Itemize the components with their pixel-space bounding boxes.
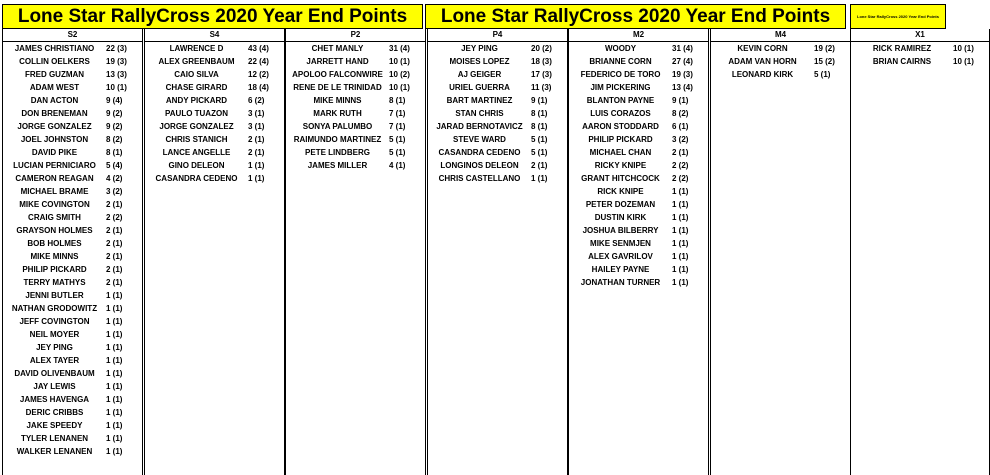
- driver-name: HAILEY PAYNE: [591, 265, 650, 274]
- driver-name: DON BRENEMAN: [21, 109, 88, 118]
- standings-row: [286, 55, 425, 68]
- driver-points: 5 (1): [389, 135, 406, 144]
- driver-points: 5 (1): [531, 148, 548, 157]
- driver-points: 1 (1): [106, 343, 123, 352]
- driver-name: LONGINOS DELEON: [440, 161, 519, 170]
- standings-row: [3, 354, 142, 367]
- driver-name: BOB HOLMES: [27, 239, 82, 248]
- driver-points: 8 (1): [389, 96, 406, 105]
- driver-name: RENE DE LE TRINIDAD: [293, 83, 382, 92]
- class-column-m2: [568, 29, 709, 475]
- driver-name: CRAIG SMITH: [28, 213, 81, 222]
- driver-name: LANCE ANGELLE: [162, 148, 231, 157]
- driver-points: 1 (1): [106, 421, 123, 430]
- standings-row: [145, 94, 284, 107]
- driver-name: AARON STODDARD: [582, 122, 659, 131]
- driver-name: LAWRENCE D: [169, 44, 224, 53]
- class-column-x1: [850, 29, 990, 475]
- standings-row: [569, 68, 708, 81]
- driver-points: 2 (1): [106, 226, 123, 235]
- driver-name: JAMES CHRISTIANO: [14, 44, 95, 53]
- driver-points: 2 (2): [672, 161, 689, 170]
- driver-name: ALEX TAYER: [29, 356, 80, 365]
- driver-points: 2 (1): [106, 252, 123, 261]
- driver-points: 6 (1): [672, 122, 689, 131]
- driver-points: 27 (4): [672, 57, 693, 66]
- driver-name: JEFF COVINGTON: [19, 317, 90, 326]
- standings-row: [3, 42, 142, 55]
- driver-points: 31 (4): [672, 44, 693, 53]
- driver-name: JIM PICKERING: [590, 83, 651, 92]
- driver-points: 8 (2): [106, 135, 123, 144]
- driver-name: STAN CHRIS: [455, 109, 504, 118]
- class-header: S2: [3, 29, 142, 42]
- driver-name: JAKE SPEEDY: [26, 421, 83, 430]
- driver-points: 7 (1): [389, 109, 406, 118]
- standings-row: [3, 81, 142, 94]
- driver-name: URIEL GUERRA: [449, 83, 510, 92]
- driver-name: GINO DELEON: [168, 161, 225, 170]
- standings-row: [145, 81, 284, 94]
- driver-name: COLLIN OELKERS: [19, 57, 90, 66]
- driver-points: 1 (1): [106, 434, 123, 443]
- class-column-p2: [285, 29, 426, 475]
- driver-points: 1 (1): [672, 226, 689, 235]
- driver-points: 3 (1): [248, 122, 265, 131]
- driver-name: LEONARD KIRK: [731, 70, 794, 79]
- standings-row: [3, 302, 142, 315]
- standings-row: [286, 120, 425, 133]
- driver-name: PETER DOZEMAN: [585, 200, 656, 209]
- driver-points: 2 (1): [248, 148, 265, 157]
- class-header: X1: [851, 29, 989, 42]
- driver-name: FRED GUZMAN: [24, 70, 85, 79]
- standings-row: [428, 107, 567, 120]
- standings-row: [3, 393, 142, 406]
- driver-points: 17 (3): [531, 70, 552, 79]
- driver-points: 1 (1): [672, 187, 689, 196]
- driver-points: 8 (1): [106, 148, 123, 157]
- driver-points: 1 (1): [248, 161, 265, 170]
- standings-row: [145, 107, 284, 120]
- standings-row: [3, 432, 142, 445]
- standings-row: [286, 159, 425, 172]
- standings-row: [428, 133, 567, 146]
- driver-name: JAMES HAVENGA: [19, 395, 90, 404]
- driver-points: 19 (3): [106, 57, 127, 66]
- driver-points: 20 (2): [531, 44, 552, 53]
- standings-row: [3, 224, 142, 237]
- driver-name: JARRETT HAND: [306, 57, 369, 66]
- driver-name: ANDY PICKARD: [165, 96, 228, 105]
- standings-row: [569, 237, 708, 250]
- driver-name: MIKE MINNS: [313, 96, 362, 105]
- driver-points: 1 (1): [106, 382, 123, 391]
- standings-row: [145, 146, 284, 159]
- standings-row: [3, 367, 142, 380]
- driver-name: DAVID PIKE: [31, 148, 78, 157]
- standings-row: [569, 185, 708, 198]
- driver-name: APOLOO FALCONWIRE: [292, 70, 383, 79]
- driver-points: 3 (2): [106, 187, 123, 196]
- driver-name: TYLER LENANEN: [20, 434, 89, 443]
- driver-name: WALKER LENANEN: [16, 447, 93, 456]
- standings-row: [3, 341, 142, 354]
- driver-name: ADAM WEST: [29, 83, 80, 92]
- driver-points: 1 (1): [672, 200, 689, 209]
- standings-row: [569, 120, 708, 133]
- driver-name: RICKY KNIPE: [594, 161, 647, 170]
- standings-row: [286, 68, 425, 81]
- standings-row: [3, 237, 142, 250]
- driver-name: RAIMUNDO MARTINEZ: [293, 135, 382, 144]
- standings-row: [3, 55, 142, 68]
- driver-points: 2 (1): [248, 135, 265, 144]
- driver-points: 13 (4): [672, 83, 693, 92]
- driver-name: CASANDRA CEDENO: [155, 174, 238, 183]
- driver-name: ALEX GAVRILOV: [588, 252, 653, 261]
- driver-points: 9 (2): [106, 122, 123, 131]
- standings-row: [286, 94, 425, 107]
- standings-row: [286, 81, 425, 94]
- standings-row: [145, 68, 284, 81]
- driver-name: JAMES MILLER: [307, 161, 368, 170]
- standings-row: [3, 146, 142, 159]
- title-banner-left: Lone Star RallyCross 2020 Year End Points: [2, 4, 423, 29]
- standings-row: [569, 224, 708, 237]
- standings-row: [286, 146, 425, 159]
- driver-points: 5 (1): [389, 148, 406, 157]
- standings-row: [851, 55, 989, 68]
- driver-name: MIKE COVINGTON: [19, 200, 90, 209]
- driver-points: 12 (2): [248, 70, 269, 79]
- driver-points: 1 (1): [672, 265, 689, 274]
- driver-points: 2 (1): [106, 200, 123, 209]
- driver-points: 3 (2): [672, 135, 689, 144]
- driver-name: NEIL MOYER: [29, 330, 80, 339]
- standings-row: [569, 276, 708, 289]
- driver-name: JENNI BUTLER: [25, 291, 84, 300]
- standings-row: [3, 159, 142, 172]
- driver-points: 19 (3): [672, 70, 693, 79]
- driver-name: JOEL JOHNSTON: [20, 135, 89, 144]
- driver-points: 10 (1): [953, 57, 974, 66]
- title-banner-small: Lone Star RallyCross 2020 Year End Points: [850, 4, 946, 29]
- standings-row: [3, 211, 142, 224]
- driver-points: 10 (1): [389, 57, 410, 66]
- standings-row: [286, 133, 425, 146]
- driver-name: CASANDRA CEDENO: [438, 148, 521, 157]
- driver-points: 18 (4): [248, 83, 269, 92]
- driver-points: 1 (1): [106, 330, 123, 339]
- driver-name: LUCIAN PERNICIARO: [13, 161, 96, 170]
- driver-name: LUIS CORAZOS: [590, 109, 651, 118]
- standings-row: [711, 55, 850, 68]
- standings-row: [428, 68, 567, 81]
- standings-row: [569, 42, 708, 55]
- driver-name: PHILIP PICKARD: [22, 265, 87, 274]
- driver-points: 7 (1): [389, 122, 406, 131]
- driver-name: DAN ACTON: [30, 96, 79, 105]
- standings-row: [428, 94, 567, 107]
- driver-points: 2 (1): [672, 148, 689, 157]
- standings-row: [569, 263, 708, 276]
- standings-row: [286, 42, 425, 55]
- standings-row: [145, 172, 284, 185]
- standings-row: [3, 68, 142, 81]
- standings-row: [145, 55, 284, 68]
- standings-row: [569, 94, 708, 107]
- standings-row: [569, 172, 708, 185]
- driver-name: CHRIS CASTELLANO: [438, 174, 521, 183]
- standings-row: [569, 107, 708, 120]
- driver-points: 3 (1): [248, 109, 265, 118]
- driver-points: 43 (4): [248, 44, 269, 53]
- driver-points: 6 (2): [248, 96, 265, 105]
- driver-name: GRAYSON HOLMES: [16, 226, 93, 235]
- driver-name: MOISES LOPEZ: [449, 57, 510, 66]
- driver-points: 5 (4): [106, 161, 123, 170]
- driver-points: 22 (4): [248, 57, 269, 66]
- standings-row: [3, 406, 142, 419]
- standings-row: [3, 107, 142, 120]
- driver-points: 19 (2): [814, 44, 835, 53]
- driver-name: JORGE GONZALEZ: [159, 122, 234, 131]
- driver-name: TERRY MATHYS: [23, 278, 86, 287]
- standings-row: [3, 185, 142, 198]
- standings-row: [145, 120, 284, 133]
- driver-name: MIKE SENMJEN: [590, 239, 651, 248]
- standings-row: [3, 289, 142, 302]
- driver-name: PHILIP PICKARD: [588, 135, 653, 144]
- driver-points: 4 (1): [389, 161, 406, 170]
- driver-points: 2 (2): [672, 174, 689, 183]
- driver-points: 8 (1): [531, 109, 548, 118]
- driver-name: SONYA PALUMBO: [302, 122, 373, 131]
- driver-name: CHET MANLY: [311, 44, 364, 53]
- driver-name: CAMERON REAGAN: [15, 174, 94, 183]
- driver-name: BRIAN CAIRNS: [872, 57, 932, 66]
- driver-points: 9 (1): [531, 96, 548, 105]
- standings-row: [145, 42, 284, 55]
- driver-points: 11 (3): [531, 83, 552, 92]
- driver-name: JEY PING: [36, 343, 73, 352]
- standings-row: [569, 250, 708, 263]
- driver-name: ALEX GREENBAUM: [158, 57, 235, 66]
- driver-points: 1 (1): [531, 174, 548, 183]
- class-header: M2: [569, 29, 708, 42]
- driver-points: 10 (2): [389, 70, 410, 79]
- standings-row: [428, 42, 567, 55]
- driver-points: 1 (1): [106, 447, 123, 456]
- driver-name: PAULO TUAZON: [165, 109, 228, 118]
- driver-points: 10 (1): [389, 83, 410, 92]
- driver-points: 1 (1): [672, 252, 689, 261]
- standings-row: [428, 172, 567, 185]
- driver-points: 4 (2): [106, 174, 123, 183]
- driver-points: 1 (1): [106, 304, 123, 313]
- driver-points: 2 (1): [531, 161, 548, 170]
- class-header: P2: [286, 29, 425, 42]
- driver-name: JAY LEWIS: [33, 382, 76, 391]
- driver-points: 1 (1): [106, 408, 123, 417]
- standings-row: [3, 198, 142, 211]
- class-column-p4: [427, 29, 568, 475]
- standings-row: [428, 146, 567, 159]
- driver-points: 1 (1): [106, 291, 123, 300]
- standings-row: [711, 42, 850, 55]
- driver-name: NATHAN GRODOWITZ: [11, 304, 98, 313]
- driver-name: JARAD BERNOTAVICZ: [436, 122, 523, 131]
- standings-row: [3, 94, 142, 107]
- standings-row: [286, 107, 425, 120]
- driver-points: 10 (1): [953, 44, 974, 53]
- driver-points: 1 (1): [106, 317, 123, 326]
- standings-row: [569, 133, 708, 146]
- standings-row: [3, 250, 142, 263]
- driver-name: DAVID OLIVENBAUM: [14, 369, 95, 378]
- standings-row: [3, 315, 142, 328]
- standings-row: [569, 198, 708, 211]
- driver-name: MICHAEL BRAME: [20, 187, 89, 196]
- driver-name: CHRIS STANICH: [165, 135, 228, 144]
- standings-row: [145, 159, 284, 172]
- driver-name: GRANT HITCHCOCK: [581, 174, 660, 183]
- driver-points: 9 (2): [106, 109, 123, 118]
- driver-name: CHASE GIRARD: [165, 83, 228, 92]
- driver-points: 10 (1): [106, 83, 127, 92]
- driver-points: 2 (2): [106, 213, 123, 222]
- driver-points: 5 (1): [531, 135, 548, 144]
- driver-name: JEY PING: [461, 44, 498, 53]
- class-column-m4: [710, 29, 851, 475]
- driver-points: 1 (1): [672, 213, 689, 222]
- driver-name: RICK RAMIREZ: [872, 44, 932, 53]
- driver-name: KEVIN CORN: [737, 44, 788, 53]
- driver-name: FEDERICO DE TORO: [580, 70, 661, 79]
- standings-row: [428, 159, 567, 172]
- driver-name: DUSTIN KIRK: [594, 213, 647, 222]
- driver-points: 9 (1): [672, 96, 689, 105]
- title-banner-right: Lone Star RallyCross 2020 Year End Points: [425, 4, 846, 29]
- standings-row: [569, 211, 708, 224]
- driver-name: MICHAEL CHAN: [589, 148, 652, 157]
- driver-points: 18 (3): [531, 57, 552, 66]
- standings-row: [428, 81, 567, 94]
- class-header: S4: [145, 29, 284, 42]
- driver-points: 1 (1): [248, 174, 265, 183]
- driver-name: BRIANNE CORN: [589, 57, 652, 66]
- standings-row: [3, 445, 142, 458]
- standings-row: [3, 172, 142, 185]
- driver-points: 31 (4): [389, 44, 410, 53]
- driver-points: 1 (1): [106, 369, 123, 378]
- driver-name: CAIO SILVA: [174, 70, 219, 79]
- driver-name: RICK KNIPE: [597, 187, 644, 196]
- standings-row: [851, 42, 989, 55]
- driver-points: 5 (1): [814, 70, 831, 79]
- class-column-s4: [144, 29, 285, 475]
- standings-row: [3, 120, 142, 133]
- driver-points: 1 (1): [672, 239, 689, 248]
- standings-row: [569, 81, 708, 94]
- driver-points: 15 (2): [814, 57, 835, 66]
- driver-name: JOSHUA BILBERRY: [582, 226, 659, 235]
- driver-points: 1 (1): [106, 356, 123, 365]
- standings-row: [3, 263, 142, 276]
- driver-name: AJ GEIGER: [457, 70, 502, 79]
- standings-row: [569, 55, 708, 68]
- class-header: M4: [711, 29, 850, 42]
- driver-name: BART MARTINEZ: [446, 96, 513, 105]
- standings-row: [3, 380, 142, 393]
- driver-points: 2 (1): [106, 265, 123, 274]
- standings-row: [569, 159, 708, 172]
- driver-points: 8 (2): [672, 109, 689, 118]
- driver-name: DERIC CRIBBS: [25, 408, 84, 417]
- driver-name: MARK RUTH: [313, 109, 362, 118]
- standings-row: [3, 133, 142, 146]
- driver-name: PETE LINDBERG: [305, 148, 370, 157]
- driver-points: 1 (1): [672, 278, 689, 287]
- standings-row: [711, 68, 850, 81]
- driver-name: JONATHAN TURNER: [580, 278, 661, 287]
- driver-points: 1 (1): [106, 395, 123, 404]
- driver-name: ADAM VAN HORN: [728, 57, 797, 66]
- driver-name: JORGE GONZALEZ: [17, 122, 92, 131]
- driver-name: MIKE MINNS: [30, 252, 79, 261]
- driver-points: 2 (1): [106, 239, 123, 248]
- standings-row: [3, 328, 142, 341]
- standings-row: [428, 55, 567, 68]
- driver-points: 13 (3): [106, 70, 127, 79]
- driver-name: STEVE WARD: [453, 135, 506, 144]
- driver-points: 22 (3): [106, 44, 127, 53]
- driver-name: WOODY: [604, 44, 637, 53]
- standings-row: [3, 276, 142, 289]
- standings-row: [145, 133, 284, 146]
- standings-row: [428, 120, 567, 133]
- class-column-s2: [2, 29, 143, 475]
- driver-name: BLANTON PAYNE: [586, 96, 655, 105]
- standings-row: [3, 419, 142, 432]
- driver-points: 2 (1): [106, 278, 123, 287]
- driver-points: 8 (1): [531, 122, 548, 131]
- driver-points: 9 (4): [106, 96, 123, 105]
- standings-row: [569, 146, 708, 159]
- class-header: P4: [428, 29, 567, 42]
